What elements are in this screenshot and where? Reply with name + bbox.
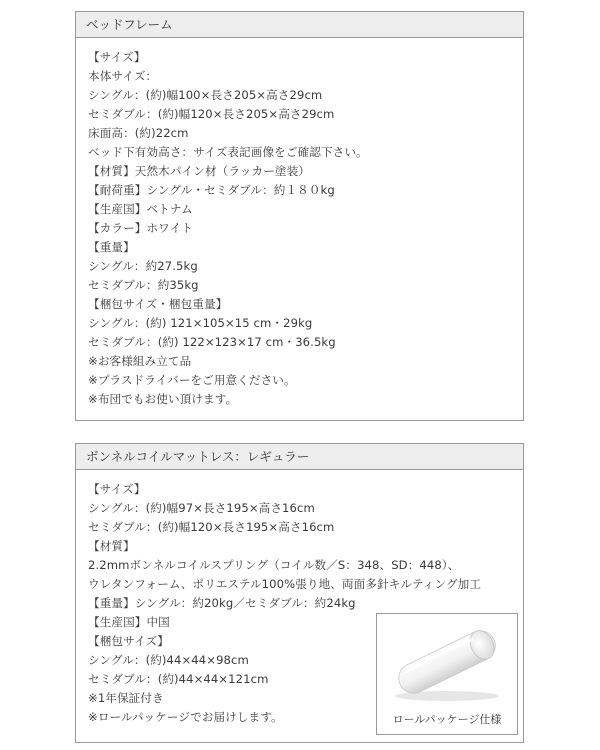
spec-line: ベッド下有効高さ：サイズ表記画像をご確認下さい。 (88, 145, 368, 159)
spec-line: 【重量】シングル：約20kg／セミダブル：約24kg (88, 596, 356, 610)
spec-line: 2.2mmボンネルコイルスプリング（コイル数／S：348、SD：448）、 (88, 558, 460, 572)
spec-line: セミダブル：(約)幅120×長さ195×高さ16cm (88, 520, 335, 534)
spec-line: 【重量】 (88, 240, 135, 254)
spec-line: ※ロールパッケージでお届けします。 (88, 710, 283, 724)
spec-line: 【材質】 (88, 539, 135, 553)
spec-line: 【耐荷重】シングル・セミダブル：約１８０kg (88, 183, 335, 197)
bed-frame-header: ベッドフレーム (76, 12, 523, 38)
spec-line: 【生産国】中国 (88, 615, 170, 629)
spec-line: ※1年保証付き (88, 691, 164, 705)
spec-line: セミダブル：(約)幅120×長さ205×高さ29cm (88, 107, 335, 121)
spec-line: ※お客様組み立て品 (88, 354, 192, 368)
mattress-header: ボンネルコイルマットレス：レギュラー (76, 444, 523, 470)
spec-line: シングル：(約) 121×105×15 cm・29kg (88, 316, 313, 330)
spec-line: 【材質】天然木パイン材（ラッカー塗装） (88, 164, 310, 178)
spec-line: シングル：(約)幅97×長さ195×高さ16cm (88, 501, 315, 515)
bed-frame-spec-body (76, 38, 523, 409)
bed-frame-spec-panel (75, 11, 524, 421)
spec-line: ウレタンフォーム、ポリエステル100%張り地、両面多針キルティング加工 (88, 577, 482, 591)
rolled-mattress-image (385, 620, 509, 704)
spec-line: セミダブル：約35kg (88, 278, 199, 292)
spec-line: ※プラスドライバーをご用意ください。 (88, 373, 296, 387)
spec-line: シングル：約27.5kg (88, 259, 198, 273)
spec-line: 【生産国】ベトナム (88, 202, 193, 216)
spec-line: 【サイズ】 (88, 50, 146, 64)
mattress-spec-panel (75, 443, 524, 743)
roll-package-image-box (376, 613, 518, 735)
spec-line: 床面高：(約)22cm (88, 126, 189, 140)
spec-line: セミダブル：(約)44×44×121cm (88, 672, 269, 686)
spec-line: 【梱包サイズ・梱包重量】 (88, 297, 228, 311)
spec-line: 本体サイズ： (88, 69, 158, 83)
spec-line: 【カラー】ホワイト (88, 221, 193, 235)
spec-line: 【サイズ】 (88, 482, 146, 496)
spec-line: 【梱包サイズ】 (88, 634, 169, 648)
spec-line: セミダブル：(約) 122×123×17 cm・36.5kg (88, 335, 336, 349)
spec-line: シングル：(約)44×44×98cm (88, 653, 249, 667)
spec-line: ※布団でもお使い頂けます。 (88, 392, 238, 406)
roll-package-caption: ロールパッケージ仕様 (392, 713, 502, 726)
spec-line: シングル：(約)幅100×長さ205×高さ29cm (88, 88, 323, 102)
